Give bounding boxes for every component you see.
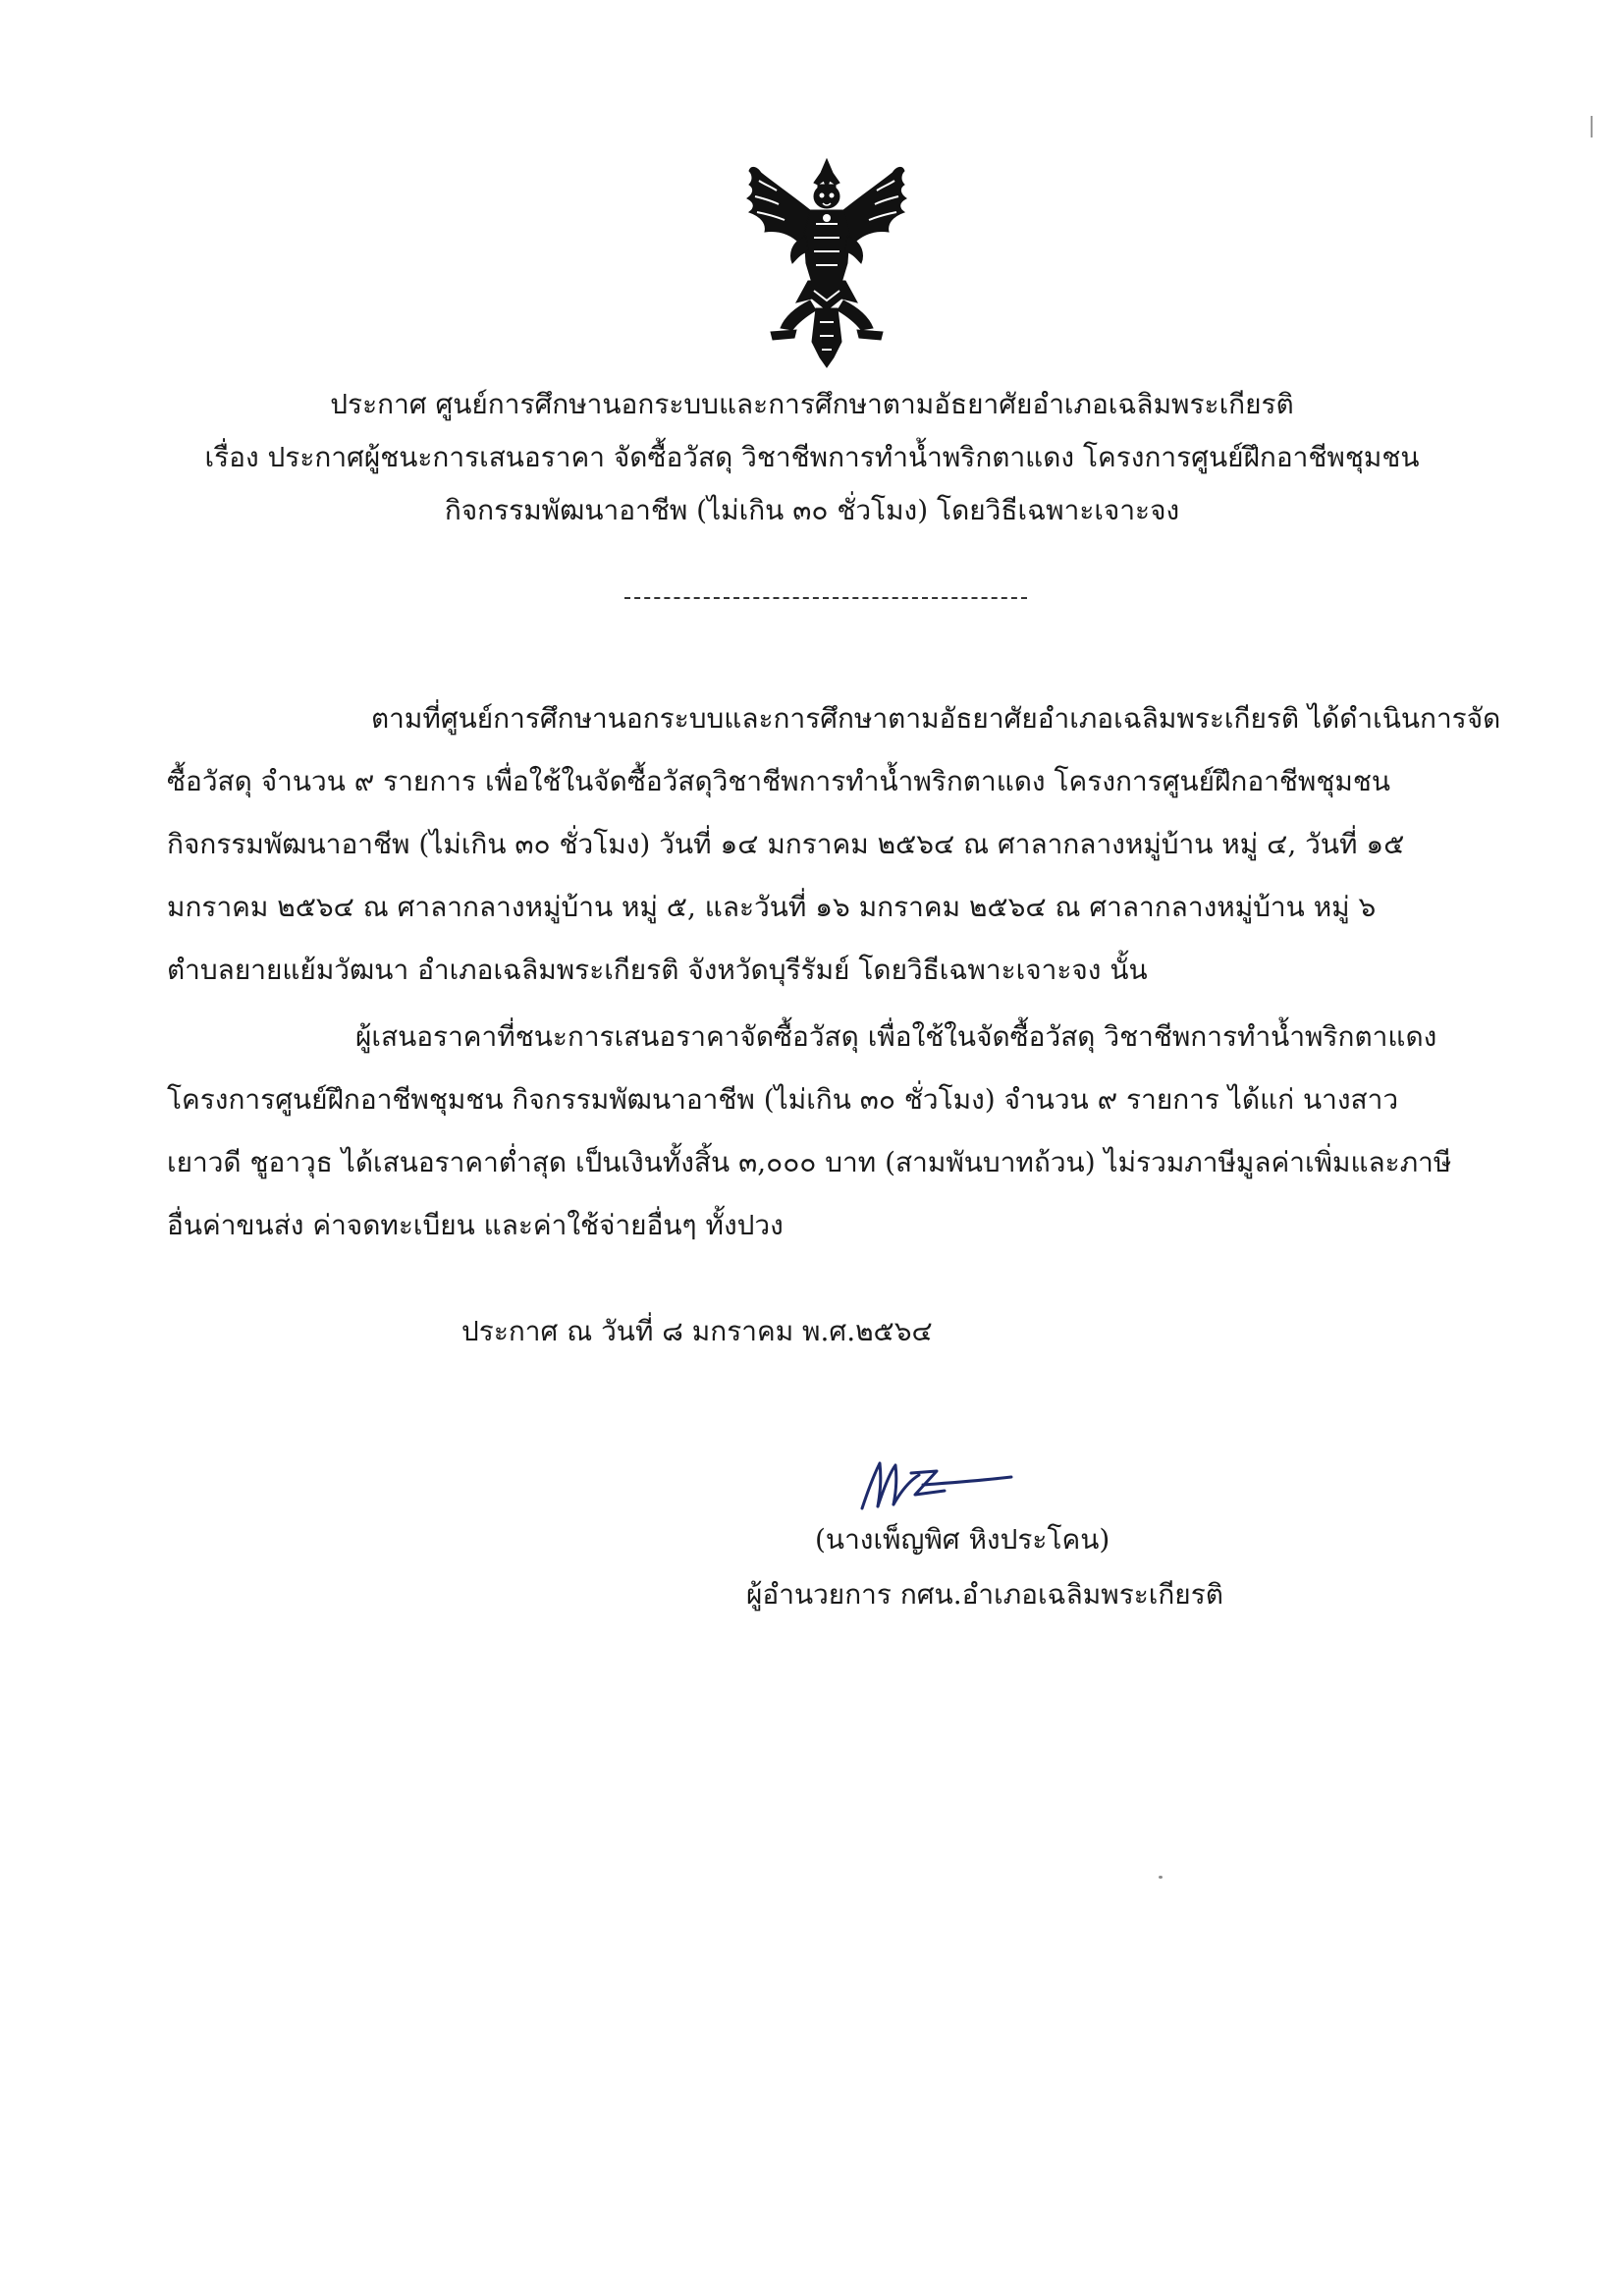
scan-speck [1159, 1876, 1163, 1879]
header-subject: เรื่อง ประกาศผู้ชนะการเสนอราคา จัดซื้อวัสดุ วิชาชีพการทำน้ำพริกตาแดง โครงการศูนย์ฝึกอาชีพชุมชน [204, 441, 1420, 473]
header-title: ประกาศ ศูนย์การศึกษานอกระบบและการศึกษาตามอัธยาศัยอำเภอเฉลิมพระเกียรติ [330, 388, 1294, 420]
paragraph1-line3: กิจกรรมพัฒนาอาชีพ (ไม่เกิน ๓๐ ชั่วโมง) วันที่ ๑๔ มกราคม ๒๕๖๔ ณ ศาลากลางหมู่บ้าน หมู่ ๔, วันที่ ๑๕ [167, 828, 1405, 860]
announce-date: ประกาศ ณ วันที่ ๘ มกราคม พ.ศ.๒๕๖๔ [461, 1315, 933, 1347]
signer-name: (นางเพ็ญพิศ หิงประโคน) [815, 1523, 1110, 1556]
paragraph2-line3: เยาวดี ชูอาวุธ ได้เสนอราคาต่ำสุด เป็นเงินทั้งสิ้น ๓,๐๐๐ บาท (สามพันบาทถ้วน) ไม่รวมภาษีมูลค่าเพิ่มและภาษี [167, 1146, 1452, 1178]
signer-position: ผู้อำนวยการ กศน.อำเภอเฉลิมพระเกียรติ [746, 1578, 1223, 1611]
paragraph1-line1: ตามที่ศูนย์การศึกษานอกระบบและการศึกษาตามอัธยาศัยอำเภอเฉลิมพระเกียรติ ได้ดำเนินการจัด [371, 702, 1501, 735]
paragraph2-line4: อื่นค่าขนส่ง ค่าจดทะเบียน และค่าใช้จ่ายอื่นๆ ทั้งปวง [167, 1209, 784, 1241]
header-divider [624, 597, 1027, 599]
header-subject-continued: กิจกรรมพัฒนาอาชีพ (ไม่เกิน ๓๐ ชั่วโมง) โดยวิธีเฉพาะเจาะจง [444, 494, 1180, 526]
paragraph1-line4: มกราคม ๒๕๖๔ ณ ศาลากลางหมู่บ้าน หมู่ ๕, และวันที่ ๑๖ มกราคม ๒๕๖๔ ณ ศาลากลางหมู่บ้าน หมู่ ๖ [167, 891, 1377, 923]
paragraph1-line2: ซื้อวัสดุ จำนวน ๙ รายการ เพื่อใช้ในจัดซื้อวัสดุวิชาชีพการทำน้ำพริกตาแดง โครงการศูนย์ฝึกอาชีพชุมชน [167, 765, 1390, 797]
garuda-emblem-icon [731, 155, 923, 371]
scan-edge-mark [1591, 116, 1593, 137]
paragraph2-line2: โครงการศูนย์ฝึกอาชีพชุมชน กิจกรรมพัฒนาอาชีพ (ไม่เกิน ๓๐ ชั่วโมง) จำนวน ๙ รายการ ได้แก่ นางสาว [167, 1083, 1399, 1116]
handwritten-signature [854, 1451, 1021, 1520]
paragraph1-line5: ตำบลยายแย้มวัฒนา อำเภอเฉลิมพระเกียรติ จังหวัดบุรีรัมย์ โดยวิธีเฉพาะเจาะจง นั้น [167, 954, 1148, 986]
paragraph2-line1: ผู้เสนอราคาที่ชนะการเสนอราคาจัดซื้อวัสดุ เพื่อใช้ในจัดซื้อวัสดุ วิชาชีพการทำน้ำพริกตาแดง [355, 1020, 1437, 1053]
